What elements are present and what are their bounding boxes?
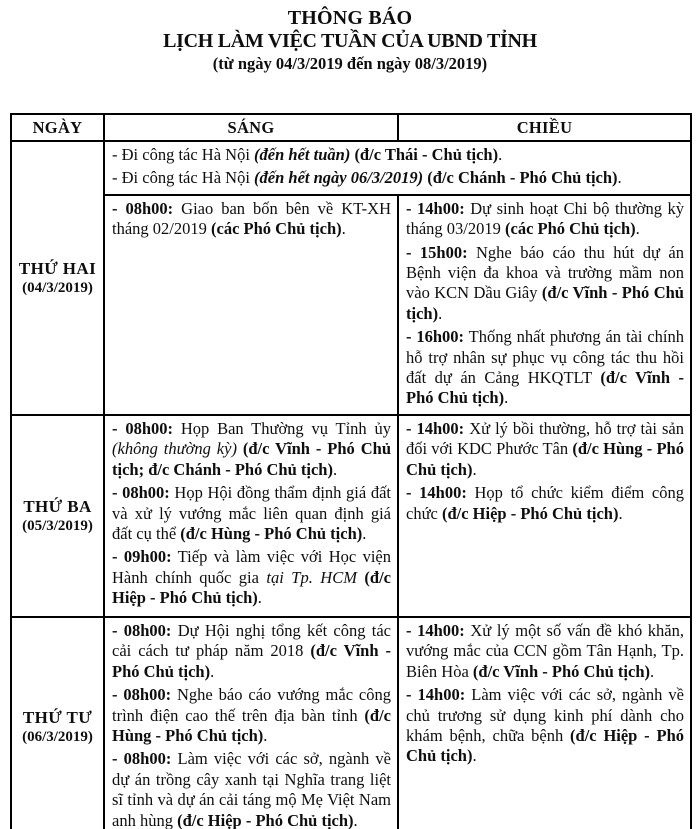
- schedule-item: [112, 168, 684, 188]
- text-segment: .: [650, 661, 655, 681]
- text-segment: (các Phó Chủ tịch): [211, 219, 342, 239]
- text-segment: - 09h00:: [112, 547, 172, 567]
- text-segment: .: [263, 725, 268, 745]
- text-segment: - 08h00:: [112, 198, 174, 218]
- schedule-table: [10, 113, 692, 829]
- schedule-item: [406, 685, 684, 767]
- text-segment: (đ/c Hiệp - Phó Chủ tịch): [177, 810, 354, 829]
- text-segment: (đ/c Hiệp - Phó Chủ tịch): [441, 503, 619, 523]
- day-cell: [11, 141, 104, 415]
- text-segment: - 08h00:: [112, 685, 172, 705]
- text-segment: - 08h00:: [112, 418, 173, 438]
- schedule-item: [112, 483, 391, 544]
- text-segment: .: [257, 588, 262, 608]
- doc-title: THÔNG BÁO: [287, 7, 413, 29]
- day-row-split: [11, 195, 691, 415]
- morning-cell: [104, 415, 398, 617]
- text-segment: (đ/c Thái - Chủ tịch): [354, 145, 499, 164]
- text-segment: .: [210, 661, 215, 681]
- text-segment: .: [617, 168, 622, 188]
- afternoon-cell: [398, 617, 691, 829]
- text-segment: - 08h00:: [112, 483, 170, 503]
- text-segment: (đ/c Hùng - Phó Chủ tịch): [180, 523, 363, 543]
- schedule-table-body: [11, 141, 691, 829]
- afternoon-cell: [398, 195, 691, 415]
- text-segment: .: [332, 459, 338, 479]
- day-name: THỨ BA: [23, 496, 92, 516]
- schedule-item: [406, 419, 684, 480]
- text-segment: - Đi công tác Hà Nội: [112, 168, 255, 188]
- text-segment: (đ/c Chánh - Phó Chủ tịch): [427, 168, 618, 188]
- text-segment: Dự Hội nghị tổng kết công tác cải cách tư pháp năm 2018: [112, 620, 391, 661]
- doc-date-range: (từ ngày 04/3/2019 đến ngày 08/3/2019): [212, 54, 488, 73]
- text-segment: .: [504, 388, 509, 408]
- text-segment: - 08h00:: [112, 749, 172, 769]
- day-row: [11, 617, 691, 829]
- schedule-item: [406, 327, 684, 409]
- day-row: [11, 415, 691, 617]
- text-segment: (không thường kỳ): [112, 439, 237, 459]
- text-segment: - 16h00:: [406, 327, 465, 347]
- text-segment: (các Phó Chủ tịch): [505, 219, 636, 239]
- doc-subtitle: LỊCH LÀM VIỆC TUẦN CỦA UBND TỈNH: [163, 30, 537, 52]
- text-segment: Nghe báo cáo thu hút dự án Bệnh viện đa khoa và trường mầm non vào KCN Dầu Giây: [406, 242, 684, 303]
- text-segment: .: [498, 145, 503, 164]
- text-segment: Giao ban bốn bên về KT-XH tháng 02/2019: [112, 198, 391, 239]
- schedule-item: [112, 547, 391, 608]
- schedule-item: [112, 749, 391, 829]
- text-segment: (đ/c Hùng - Phó Chủ tịch): [406, 439, 684, 479]
- text-segment: (đ/c Hùng - Phó Chủ tịch): [112, 705, 391, 745]
- text-segment: (đ/c Vĩnh - Phó Chủ tịch; đ/c Chánh - Phó Chủ tịch): [112, 439, 391, 479]
- schedule-item: [112, 419, 391, 480]
- text-segment: Xử lý một số vấn đề khó khăn, vướng mắc của CCN gồm Tân Hạnh, Tp. Biên Hòa: [406, 620, 684, 681]
- text-segment: Tiếp và làm việc với Học viện Hành chính quốc gia: [112, 547, 391, 587]
- schedule-table-header: [11, 114, 691, 141]
- day-date: (05/3/2019): [22, 517, 93, 534]
- text-segment: tại Tp. HCM: [266, 567, 357, 587]
- text-segment: (đến hết tuần): [254, 145, 351, 164]
- morning-cell: [104, 195, 398, 415]
- document-header: [0, 0, 700, 74]
- schedule-item: [406, 243, 684, 325]
- text-segment: - 14h00:: [406, 198, 465, 218]
- schedule-item: [112, 621, 391, 682]
- text-segment: .: [353, 810, 358, 829]
- day-name: THỨ TƯ: [22, 707, 93, 727]
- schedule-item: [112, 685, 391, 746]
- col-header-morning: SÁNG: [104, 114, 398, 141]
- text-segment: Làm việc với các sở, ngành về dự án trồng cây xanh tại Nghĩa trang liệt sĩ tỉnh và dự án cải táng mộ Mẹ Việt Nam anh hùng: [112, 749, 391, 829]
- day-row-merged: [11, 141, 691, 195]
- col-header-afternoon: CHIỀU: [398, 114, 691, 141]
- header-row: [11, 114, 691, 141]
- text-segment: - 14h00:: [406, 620, 465, 640]
- day-name: THỨ HAI: [18, 258, 97, 278]
- schedule-item: [112, 199, 391, 240]
- text-segment: Họp Ban Thường vụ Tỉnh ủy: [173, 418, 392, 438]
- schedule-item: [406, 199, 684, 240]
- text-segment: (đ/c Vĩnh - Phó Chủ tịch): [472, 661, 651, 681]
- text-segment: - 14h00:: [406, 483, 467, 503]
- schedule-item: [112, 145, 684, 165]
- text-segment: .: [472, 459, 477, 479]
- text-segment: Họp Hội đồng thẩm định giá đất và xử lý vướng mắc liên quan định giá đất cụ thể: [112, 483, 391, 543]
- text-segment: .: [438, 303, 443, 323]
- text-segment: .: [362, 523, 367, 543]
- schedule-item: [406, 621, 684, 682]
- text-segment: Xử lý bồi thường, hỗ trợ tài sản đối với KDC Phước Tân: [406, 418, 684, 459]
- col-header-day: NGÀY: [11, 114, 104, 141]
- text-segment: Dự sinh hoạt Chi bộ thường kỳ tháng 03/2019: [406, 198, 684, 239]
- text-segment: Nghe báo cáo vướng mắc công trình điện cao thế trên địa bàn tỉnh: [112, 685, 392, 725]
- text-segment: (đ/c Vĩnh - Phó Chủ tịch): [406, 368, 684, 408]
- text-segment: .: [618, 503, 623, 523]
- schedule-item: [406, 483, 684, 524]
- text-segment: Thống nhất phương án tài chính hỗ trợ nhân sự phục vụ công tác thu hồi đất dự án Cảng HKQTLT: [406, 327, 684, 388]
- text-segment: - 08h00:: [112, 620, 172, 640]
- text-segment: (đ/c Hiệp - Phó Chủ tịch): [112, 567, 391, 608]
- day-date: (06/3/2019): [22, 728, 93, 745]
- text-segment: .: [341, 219, 346, 239]
- text-segment: (đ/c Vĩnh - Phó Chủ tịch): [112, 641, 391, 681]
- text-segment: (đến hết ngày 06/3/2019): [254, 168, 424, 188]
- text-segment: (đ/c Vĩnh - Phó Chủ tịch): [406, 283, 684, 323]
- text-segment: .: [635, 219, 640, 239]
- text-segment: Họp tổ chức kiểm điểm công chức: [406, 483, 684, 523]
- text-segment: Làm việc với các sở, ngành về chủ trương sử dụng kinh phí dành cho khám bệnh, chữa bệnh: [406, 685, 684, 745]
- day-date: (04/3/2019): [22, 279, 93, 296]
- day-cell: [11, 415, 104, 617]
- text-segment: - 14h00:: [406, 685, 466, 705]
- afternoon-cell: [398, 415, 691, 617]
- full-width-cell: [104, 141, 691, 195]
- morning-cell: [104, 617, 398, 829]
- day-cell: [11, 617, 104, 829]
- text-segment: .: [472, 746, 477, 766]
- text-segment: (đ/c Hiệp - Phó Chủ tịch): [406, 725, 684, 766]
- text-segment: - 14h00:: [406, 418, 465, 438]
- text-segment: - Đi công tác Hà Nội: [112, 145, 255, 164]
- text-segment: - 15h00:: [406, 242, 468, 262]
